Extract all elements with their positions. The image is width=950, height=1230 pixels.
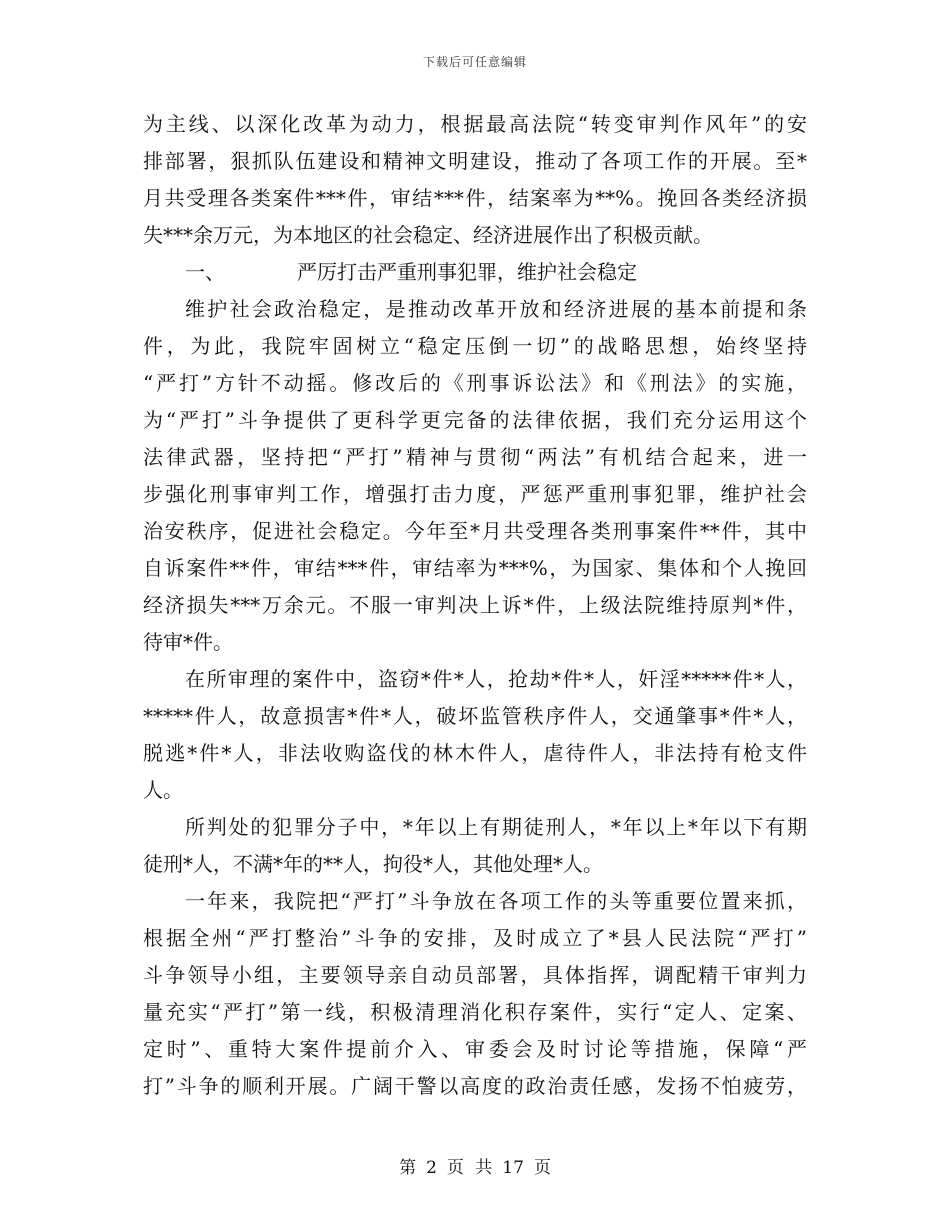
current-page-number: 2: [426, 1158, 437, 1178]
total-page-count: 17: [502, 1158, 524, 1178]
page-footer: [0, 1153, 950, 1178]
document-body: [143, 106, 807, 1105]
text-line: 根据全州“严打整治”斗争的安排，及时成立了*县人民法院“严打”: [143, 926, 807, 950]
text-line: 徒刑*人，不满*年的**人，拘役*人，其他处理*人。: [143, 852, 603, 876]
text-line: 斗争领导小组，主要领导亲自动员部署，具体指挥，调配精干审判力: [143, 963, 807, 987]
text-line: 经济损失***万余元。不服一审判决上诉*件，上级法院维持原判*件，: [143, 593, 807, 617]
text-line: 脱逃*件*人，非法收购盗伐的林木件人，虐待件人，非法持有枪支件: [143, 741, 807, 765]
page-footer-suffix: 页: [533, 1158, 551, 1178]
text-line: 量充实“严打”第一线，积极清理消化积存案件，实行“定人、定案、: [143, 1000, 807, 1024]
text-line: *****件人，故意损害*件*人，破坏监管秩序件人，交通肇事*件*人，: [143, 704, 807, 728]
text-line: 在所审理的案件中，盗窃*件*人，抢劫*件*人，奸淫*****件*人，: [185, 667, 807, 691]
text-line: 一年来，我院把“严打”斗争放在各项工作的头等重要位置来抓，: [185, 889, 807, 913]
text-line: 步强化刑事审判工作，增强打击力度，严惩严重刑事犯罪，维护社会: [143, 482, 807, 506]
text-line: 失***余万元，为本地区的社会稳定、经济进展作出了积极贡献。: [143, 223, 713, 247]
section-heading-number: 一、: [185, 260, 225, 284]
paragraph-strike-crime: [143, 291, 807, 661]
text-line: 法律武器，坚持把“严打”精神与贯彻“两法”有机结合起来，进一: [143, 445, 807, 469]
text-line: 待审*件。: [143, 630, 233, 654]
text-line: “严打”方针不动摇。修改后的《刑事诉讼法》和《刑法》的实施，: [143, 371, 807, 395]
text-line: 排部署，狠抓队伍建设和精神文明建设，推动了各项工作的开展。至*: [143, 149, 807, 173]
page-footer-middle: 页 共: [446, 1158, 493, 1178]
text-line: 人。: [143, 778, 183, 802]
text-line: 打”斗争的顺利开展。广阔干警以高度的政治责任感，发扬不怕疲劳，: [143, 1074, 807, 1098]
text-line: 定时”、重特大案件提前介入、审委会及时讨论等措施，保障“严: [143, 1037, 807, 1061]
page-header: 下载后可任意编辑: [422, 55, 527, 69]
paragraph-case-breakdown: [143, 661, 807, 809]
text-line: 为“严打”斗争提供了更科学更完备的法律依据，我们充分运用这个: [143, 408, 807, 432]
text-line: 维护社会政治稳定，是推动改革开放和经济进展的基本前提和条: [185, 297, 807, 321]
paragraph-sentencing: [143, 809, 807, 883]
text-line: 治安秩序，促进社会稳定。今年至*月共受理各类刑事案件**件，其中: [143, 519, 807, 543]
text-line: 自诉案件**件，审结***件，审结率为***%，为国家、集体和个人挽回: [143, 556, 807, 580]
paragraph-intro: [143, 106, 807, 254]
text-line: 为主线、以深化改革为动力，根据最高法院“转变审判作风年”的安: [143, 112, 807, 136]
page-footer-prefix: 第: [399, 1158, 417, 1178]
text-line: 件，为此，我院牢固树立“稳定压倒一切”的战略思想，始终坚持: [143, 334, 807, 358]
text-line: 所判处的犯罪分子中，*年以上有期徒刑人，*年以上*年以下有期: [185, 815, 807, 839]
text-line: 月共受理各类案件***件，审结***件，结案率为**%。挽回各类经济损: [143, 186, 807, 210]
section-heading: [143, 254, 807, 291]
section-heading-text: 严厉打击严重刑事犯罪，维护社会稳定: [297, 260, 637, 284]
paragraph-year-review: [143, 883, 807, 1105]
